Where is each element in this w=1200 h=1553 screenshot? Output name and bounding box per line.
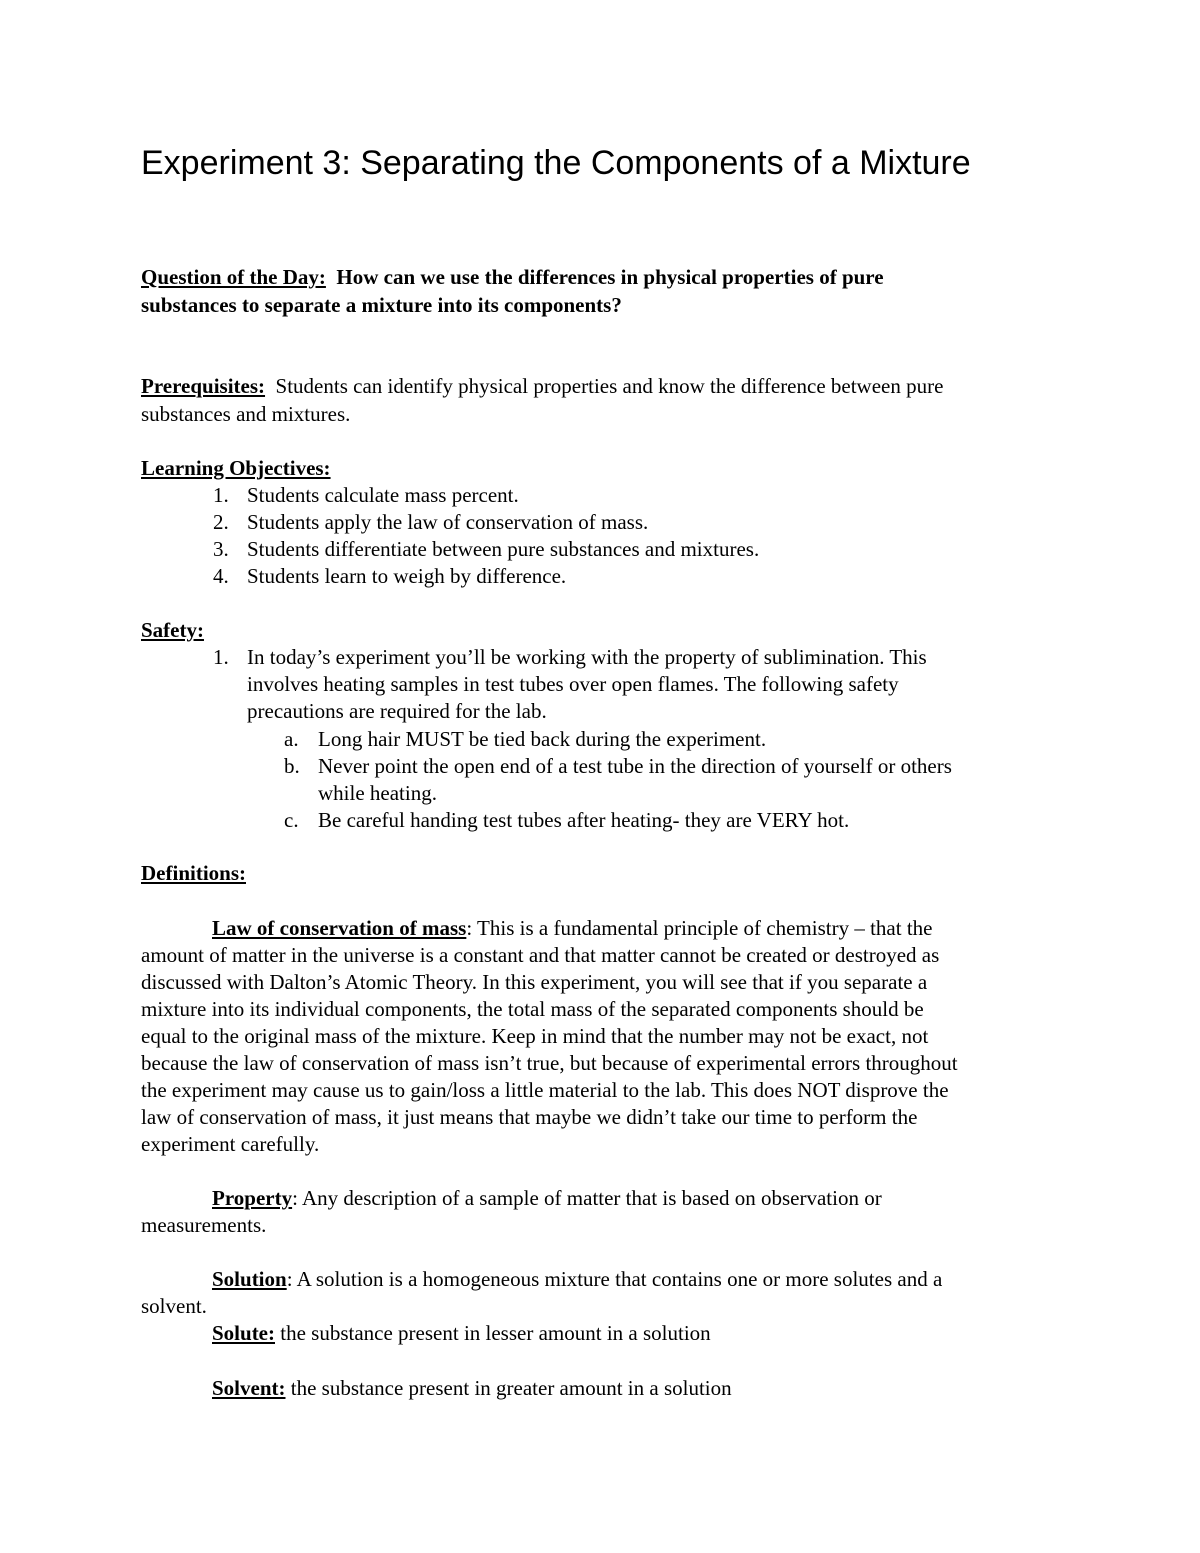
safety-subitem-letter: a. [284,727,299,751]
definition-solution [212,1269,942,1290]
definition-term: Solvent: [212,1376,286,1400]
list-item [213,485,229,506]
page-title: Experiment 3: Separating the Components of a Mixture [141,144,971,182]
safety-subitem-letter: b. [284,754,300,778]
definition-term: Solution [212,1267,287,1291]
definition-text: : This is a fundamental principle of chemistry – that the [466,916,933,940]
definition-text: solvent. [141,1294,207,1318]
definition-property [212,1188,882,1209]
definition-text: measurements. [141,1213,267,1237]
safety-label: Safety: [141,618,204,642]
list-item [213,539,229,560]
definition-text: discussed with Dalton’s Atomic Theory. In this experiment, you will see that if you separate a [141,970,928,994]
safety-item-line: involves heating samples in test tubes over open flames. The following safety [247,672,899,696]
safety-item-number: 1. [213,645,229,669]
definition-text: the substance present in lesser amount in a solution [275,1321,711,1345]
list-item-number: 3. [213,537,229,561]
objectives-label: Learning Objectives: [141,456,331,480]
safety-subitem-text: Never point the open end of a test tube in the direction of yourself or others [318,754,952,778]
definition-term: Property [212,1186,293,1210]
definition-text: equal to the original mass of the mixture. Keep in mind that the number may not be exact, not [141,1024,929,1048]
definition-term: Solute: [212,1321,275,1345]
definition-text: : Any description of a sample of matter that is based on observation or [292,1186,882,1210]
safety-item-line: precautions are required for the lab. [247,699,547,723]
list-item-text: Students learn to weigh by difference. [247,564,567,588]
prerequisites-label: Prerequisites: [141,374,266,398]
list-item-text: Students calculate mass percent. [247,483,519,507]
definition-text: law of conservation of mass, it just means that maybe we didn’t take our time to perform the [141,1105,918,1129]
list-item-text: Students apply the law of conservation of mass. [247,510,649,534]
list-item-number: 4. [213,564,229,588]
definition-solute [212,1323,711,1344]
definition-text: experiment carefully. [141,1132,320,1156]
safety-subitem-text: Long hair MUST be tied back during the experiment. [318,727,767,751]
definition-text: amount of matter in the universe is a constant and that matter cannot be created or destroyed as [141,943,940,967]
definition-text: : A solution is a homogeneous mixture that contains one or more solutes and a [286,1267,943,1291]
safety-subitem-text: while heating. [318,781,437,805]
list-item-text: Students differentiate between pure substances and mixtures. [247,537,760,561]
list-item-number: 2. [213,510,229,534]
prerequisites-section [141,376,943,397]
question-text-line1: How can we use the differences in physical properties of pure [336,265,884,289]
safety-subitem-text: Be careful handing test tubes after heating- they are VERY hot. [318,808,850,832]
list-item-number: 1. [213,483,229,507]
definition-conservation [212,918,933,939]
list-item [213,512,229,533]
definition-solvent [212,1378,732,1399]
definition-text: because the law of conservation of mass isn’t true, but because of experimental errors throughout [141,1051,958,1075]
question-label: Question of the Day: [141,265,326,289]
definition-text: the experiment may cause us to gain/loss a little material to the lab. This does NOT disprove the [141,1078,949,1102]
list-item [213,566,229,587]
question-section [141,267,884,288]
prerequisites-text-line2: substances and mixtures. [141,402,351,426]
prerequisites-text-line1: Students can identify physical properties and know the difference between pure [275,374,944,398]
definition-term: Law of conservation of mass [212,916,467,940]
definitions-label: Definitions: [141,861,246,885]
definition-text: mixture into its individual components, the total mass of the separated components should be [141,997,924,1021]
definition-text: the substance present in greater amount in a solution [285,1376,732,1400]
safety-item-line: In today’s experiment you’ll be working with the property of sublimination. This [247,645,927,669]
safety-subitem-letter: c. [284,808,299,832]
question-text-line2: substances to separate a mixture into its components? [141,293,622,317]
